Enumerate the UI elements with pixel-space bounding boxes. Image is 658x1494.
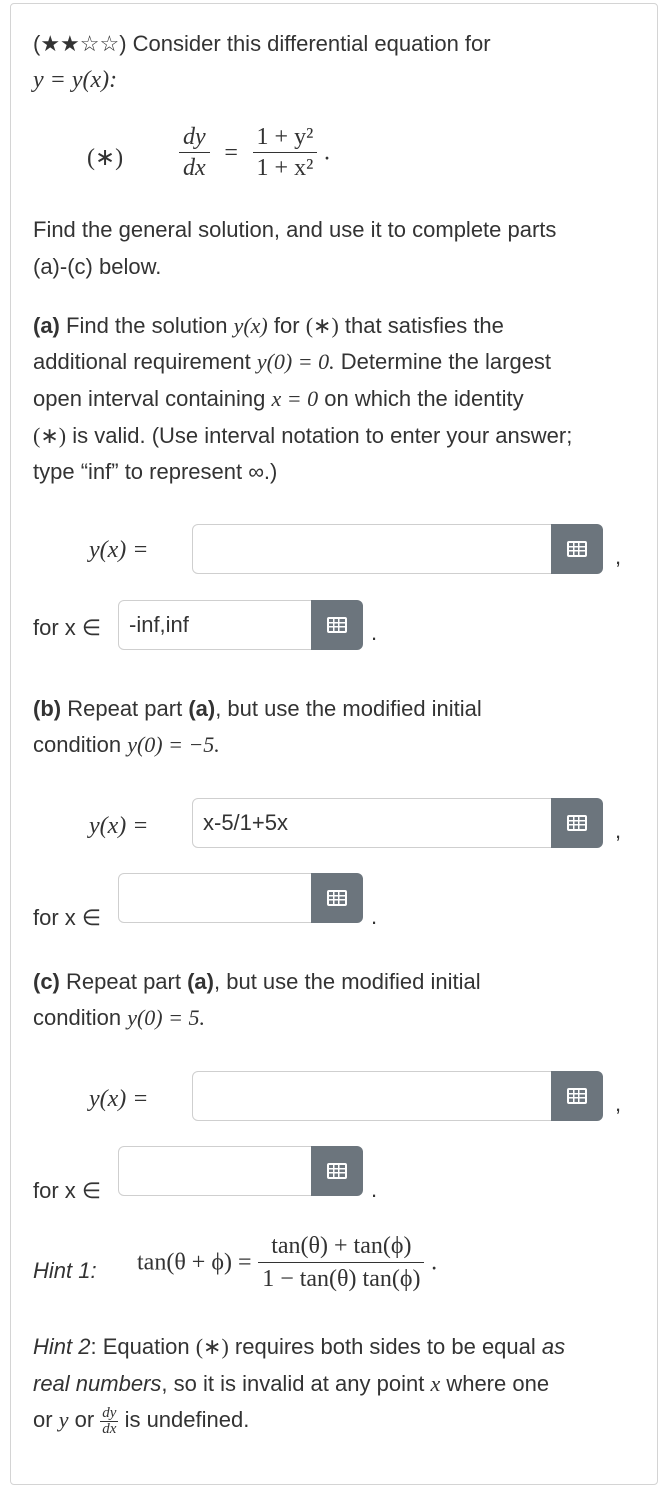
part-a-yx-palette-button[interactable] xyxy=(551,524,603,574)
equation-label: (∗) xyxy=(87,145,124,171)
grid-palette-icon xyxy=(567,815,587,831)
intro-func: y = y(x): xyxy=(33,67,118,93)
part-a-text: that satisfies the xyxy=(344,313,504,338)
part-c-yx-input[interactable] xyxy=(192,1071,554,1121)
math-x: x xyxy=(430,1371,441,1396)
part-a-text: additional requirement xyxy=(33,349,251,374)
part-a-yx-label: y(x) = xyxy=(89,537,149,563)
math-star: (∗) xyxy=(33,423,67,448)
comma: , xyxy=(615,1091,622,1116)
instructions-line2: (a)-(c) below. xyxy=(33,254,162,279)
part-b-line1 xyxy=(33,691,482,727)
part-a-text: open interval containing xyxy=(33,386,266,411)
dy-dx-fraction xyxy=(179,122,210,183)
hint2-text: as xyxy=(541,1334,566,1359)
part-a-interval-palette-button[interactable] xyxy=(311,600,363,650)
intro-line xyxy=(33,26,491,62)
part-c-text: condition xyxy=(33,1005,122,1030)
part-c-interval-label xyxy=(33,1173,101,1209)
hint1-lhs: tan(θ + ϕ) = xyxy=(137,1249,252,1276)
part-b-yx-input[interactable]: x-5/1+5x xyxy=(192,798,554,848)
hint1-denominator: 1 − tan(θ) tan(ϕ) xyxy=(258,1262,424,1295)
part-c-yx-label: y(x) = xyxy=(89,1086,149,1112)
part-b-tag: (b) xyxy=(33,696,62,721)
grid-palette-icon xyxy=(327,1163,347,1179)
math-star: (∗) xyxy=(195,1334,229,1359)
part-a-line1 xyxy=(33,308,504,344)
part-a-interval-input[interactable]: -inf,inf xyxy=(118,600,314,650)
instructions-line1: Find the general solution, and use it to complete parts xyxy=(33,217,557,242)
hint1-label: Hint 1: xyxy=(33,1258,97,1283)
grid-palette-icon xyxy=(327,617,347,633)
interval-label-text: for x ∈ xyxy=(33,615,102,640)
part-b-line2 xyxy=(33,727,220,763)
grid-palette-icon xyxy=(327,890,347,906)
main-equation xyxy=(179,122,330,183)
hint2-line1 xyxy=(33,1329,565,1365)
grid-palette-icon xyxy=(567,1088,587,1104)
hint2-text: , so it is invalid at any point xyxy=(161,1371,425,1396)
part-a-text: on which the identity xyxy=(324,386,524,411)
part-a-text: Find the solution xyxy=(66,313,228,338)
hint2-text: or xyxy=(33,1407,53,1432)
part-a-tag: (a) xyxy=(33,313,60,338)
intro-text: Consider this differential equation for xyxy=(132,31,491,56)
part-a-line4 xyxy=(33,418,572,454)
part-b-yx-palette-button[interactable] xyxy=(551,798,603,848)
problem-card xyxy=(10,3,658,1485)
hint2-text: : Equation xyxy=(90,1334,190,1359)
part-b-interval-label xyxy=(33,900,101,936)
dy-numerator: dy xyxy=(183,124,206,150)
part-a-text: Determine the largest xyxy=(340,349,552,374)
comma: , xyxy=(615,818,622,843)
part-c-line2 xyxy=(33,1000,205,1036)
part-b-text: , but use the modified initial xyxy=(215,696,482,721)
difficulty-stars: (★★☆☆) xyxy=(33,31,127,56)
part-b-text: Repeat part xyxy=(67,696,183,721)
part-c-text: Repeat part xyxy=(66,969,181,994)
math-initial-condition: y(0) = 0. xyxy=(256,349,335,374)
period: . xyxy=(371,1177,378,1202)
part-b-yx-label: y(x) = xyxy=(89,813,149,839)
comma: , xyxy=(615,544,622,569)
hint2-line2 xyxy=(33,1366,549,1402)
math-yx: y(x) xyxy=(233,313,268,338)
hint1-period: . xyxy=(431,1249,438,1276)
hint1-numerator: tan(θ) + tan(ϕ) xyxy=(271,1233,412,1259)
small-dx: dx xyxy=(102,1420,117,1437)
part-a-line3 xyxy=(33,381,524,417)
part-b-interval-palette-button[interactable] xyxy=(311,873,363,923)
hint1-formula xyxy=(137,1230,437,1295)
dx-denominator: dx xyxy=(179,152,210,183)
equals-sign: = xyxy=(224,139,238,166)
interval-label-text: for x ∈ xyxy=(33,1178,102,1203)
grid-palette-icon xyxy=(567,541,587,557)
interval-label-text: for x ∈ xyxy=(33,905,102,930)
hint2-label: Hint 2 xyxy=(33,1334,91,1359)
small-dy-dx-fraction xyxy=(100,1406,118,1437)
hint2-text: requires both sides to be equal xyxy=(234,1334,536,1359)
rhs-fraction xyxy=(253,122,318,183)
part-c-text: , but use the modified initial xyxy=(214,969,481,994)
part-b-ref: (a) xyxy=(188,696,216,721)
part-c-tag: (c) xyxy=(33,969,60,994)
math-initial-condition: y(0) = −5. xyxy=(127,732,220,757)
part-a-text: is valid. (Use interval notation to enter your answer; xyxy=(72,423,573,448)
math-x-zero: x = 0 xyxy=(271,386,319,411)
rhs-denominator: 1 + x² xyxy=(253,152,318,183)
part-b-text: condition xyxy=(33,732,122,757)
hint2-text: is undefined. xyxy=(124,1407,250,1432)
part-c-interval-palette-button[interactable] xyxy=(311,1146,363,1196)
math-star: (∗) xyxy=(305,313,339,338)
part-a-text: for xyxy=(273,313,300,338)
math-initial-condition: y(0) = 5. xyxy=(127,1005,205,1030)
hint2-text: where one xyxy=(446,1371,550,1396)
period: . xyxy=(371,620,378,645)
part-a-yx-input[interactable] xyxy=(192,524,554,574)
hint2-text: or xyxy=(74,1407,95,1432)
math-y: y xyxy=(58,1407,69,1432)
equation-period: . xyxy=(323,139,330,166)
part-c-yx-palette-button[interactable] xyxy=(551,1071,603,1121)
small-dy: dy xyxy=(102,1404,117,1421)
part-a-interval-label xyxy=(33,610,101,646)
part-a-line5: type “inf” to represent ∞.) xyxy=(33,459,278,484)
part-b-interval-input[interactable] xyxy=(118,873,314,923)
hint2-line3 xyxy=(33,1402,249,1438)
hint2-text: real numbers xyxy=(33,1371,162,1396)
hint1-fraction xyxy=(258,1230,424,1295)
period: . xyxy=(371,904,378,929)
rhs-numerator: 1 + y² xyxy=(256,124,314,150)
part-a-line2 xyxy=(33,344,551,380)
part-c-interval-input[interactable] xyxy=(118,1146,314,1196)
part-c-line1 xyxy=(33,964,481,1000)
part-c-ref: (a) xyxy=(187,969,214,994)
